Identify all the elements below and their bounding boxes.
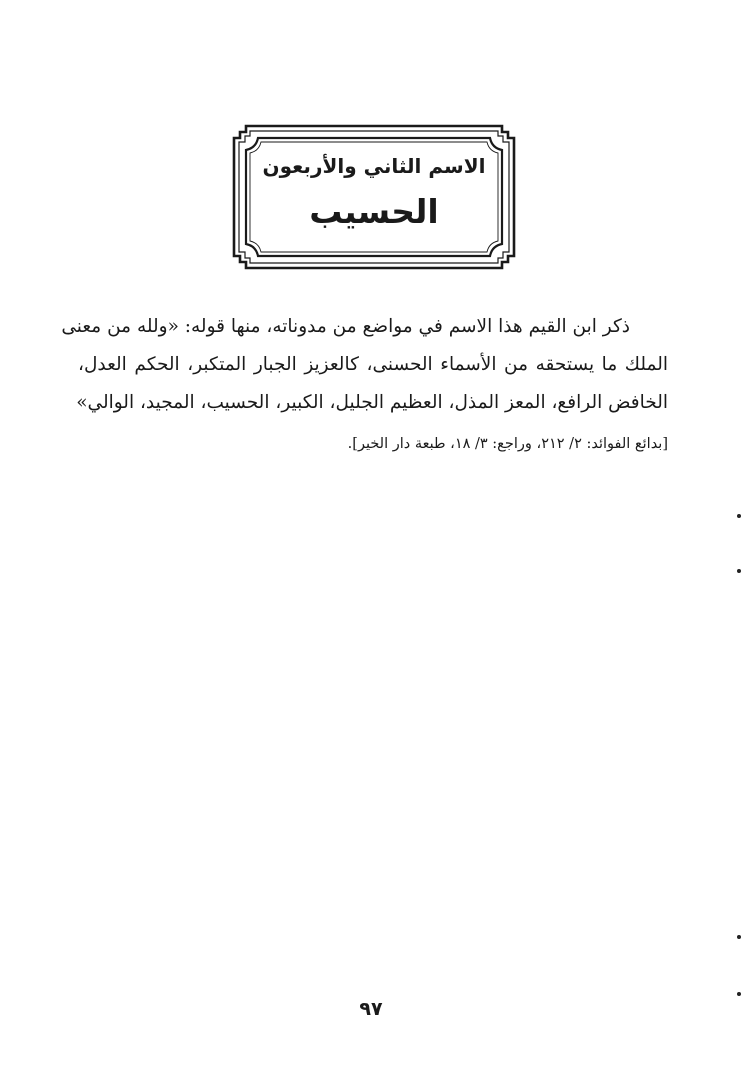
source-reference: [بدائع الفوائد: ٢/ ٢١٢، وراجع: ٣/ ١٨، طبعة دار الخير]. <box>347 436 668 452</box>
title-subtitle: الاسم الثاني والأربعون <box>262 154 486 178</box>
scan-mark <box>737 569 741 573</box>
title-name: الحسيب <box>309 192 439 231</box>
scan-mark <box>737 992 741 996</box>
body-paragraph <box>61 308 668 422</box>
page-number: ٩٧ <box>359 998 383 1020</box>
body-line: الملك ما يستحقه من الأسماء الحسنى، كالعزيز الجبار المتكبر، الحكم العدل، <box>78 354 668 375</box>
body-line: ذكر ابن القيم هذا الاسم في مواضع من مدوناته، منها قوله: «ولله من معنى <box>61 316 630 337</box>
scan-mark <box>737 514 741 518</box>
body-line: الخافض الرافع، المعز المذل، العظيم الجليل، الكبير، الحسيب، المجيد، الوالي» <box>76 392 668 413</box>
scan-mark <box>737 935 741 939</box>
title-frame <box>232 124 516 270</box>
